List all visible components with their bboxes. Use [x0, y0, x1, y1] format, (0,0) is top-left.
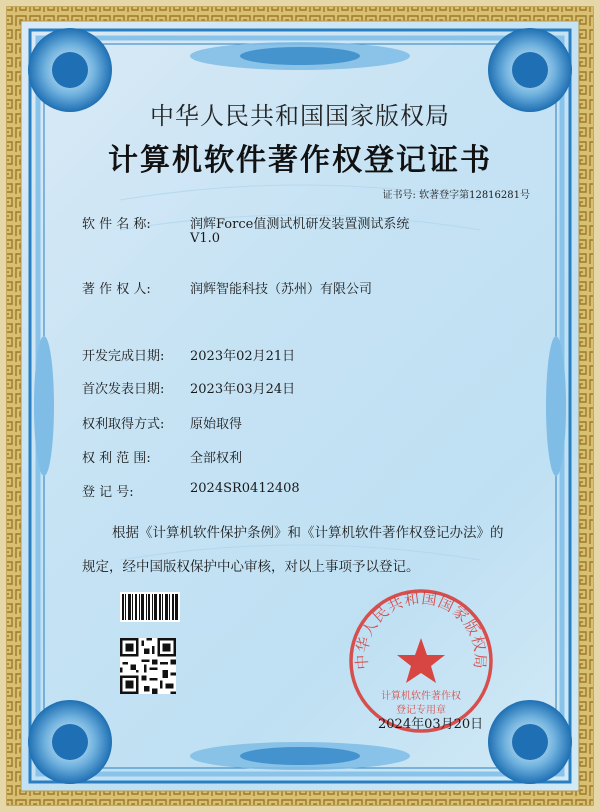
seal-line-2: 登记专用章: [396, 705, 446, 716]
qr-code: [120, 638, 176, 694]
barcode: [120, 592, 180, 622]
field-label-publish-date: 首次发表日期:: [82, 382, 165, 397]
issue-date: 2024年03月20日: [378, 717, 484, 732]
field-label-owner: 著 作 权 人:: [82, 282, 151, 297]
field-value-software-name: 润辉Force值测试机研发装置测试系统: [190, 217, 410, 232]
field-value-owner: 润辉智能科技（苏州）有限公司: [190, 282, 373, 297]
field-label-registration-no: 登 记 号:: [82, 485, 134, 500]
field-value-software-version: V1.0: [190, 231, 221, 246]
field-value-publish-date: 2023年03月24日: [190, 382, 296, 397]
seal-line-1: 计算机软件著作权: [381, 691, 461, 702]
field-value-acquisition: 原始取得: [190, 417, 243, 432]
field-value-registration-no: 2024SR0412408: [190, 481, 300, 496]
field-value-scope: 全部权利: [190, 451, 243, 466]
certificate-title: 计算机软件著作权登记证书: [108, 143, 492, 178]
field-value-dev-date: 2023年02月21日: [190, 349, 296, 364]
certificate-number: 证书号: 软著登字第12816281号: [382, 190, 530, 201]
field-label-acquisition: 权利取得方式:: [82, 417, 165, 432]
field-label-software-name: 软 件 名 称:: [82, 217, 151, 232]
statement-line-1: 根据《计算机软件保护条例》和《计算机软件著作权登记办法》的: [112, 525, 504, 541]
field-label-dev-date: 开发完成日期:: [82, 349, 165, 364]
seal-ring-text: 中华人民共和国国家版权局: [352, 589, 490, 671]
issuing-authority: 中华人民共和国国家版权局: [150, 102, 450, 130]
statement-line-2: 规定，经中国版权保护中心审核，对以上事项予以登记。: [82, 559, 420, 575]
field-label-scope: 权 利 范 围:: [82, 451, 151, 466]
